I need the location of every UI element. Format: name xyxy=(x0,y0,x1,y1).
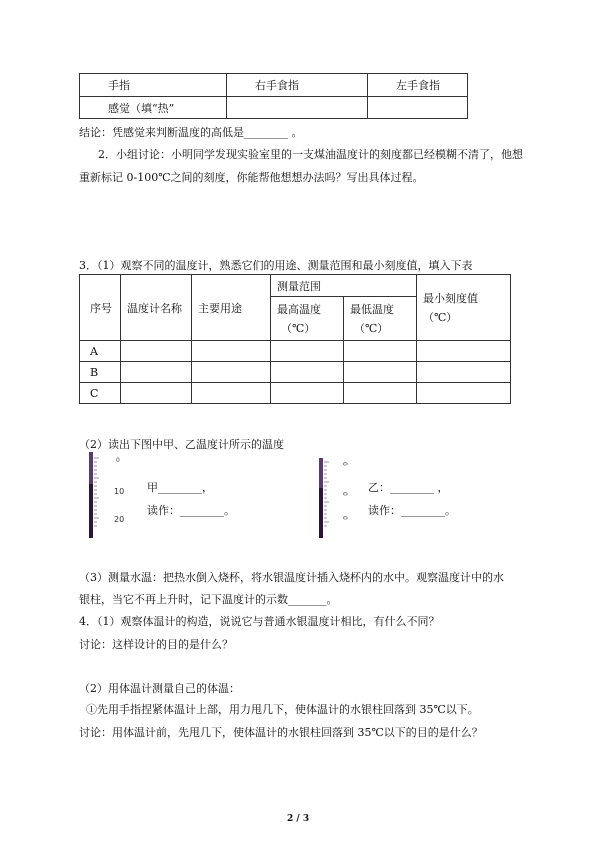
header-seq: 序号 xyxy=(80,275,121,341)
yi-read: 读作：________。 xyxy=(368,504,456,517)
conclusion-text: 结论：凭感觉来判断温度的高低是________ 。 xyxy=(79,126,303,139)
thermometer-yi-tick-label: 0 xyxy=(341,492,348,496)
table-cell xyxy=(344,341,417,362)
thermometer-yi-ticks xyxy=(324,462,329,526)
header-max-unit: （℃） xyxy=(281,321,316,335)
q3-part3-line1: （3）测量水温：把热水倒入烧杯，将水银温度计插入烧杯内的水中。观察温度计中的水 xyxy=(79,571,504,584)
thermometer-jia-ticks xyxy=(94,458,99,526)
thermometer-yi-tick-label: 0 xyxy=(341,516,348,520)
row-label: C xyxy=(80,383,121,404)
table1-cell xyxy=(227,97,368,119)
table-cell xyxy=(192,383,271,404)
table-cell xyxy=(121,362,192,383)
q2-line1: 2．小组讨论：小明同学发现实验室里的一支煤油温度计的刻度都已经模糊不清了，他想 xyxy=(98,148,523,161)
table-cell xyxy=(417,383,511,404)
yi-label: 乙：________ ， xyxy=(368,481,449,494)
row-label: B xyxy=(80,362,121,383)
q4-step1: ①先用手指捏紧体温计上部，用力甩几下，使体温计的水银柱回落到 35℃以下。 xyxy=(86,703,479,716)
table1-cell: 手指 xyxy=(80,74,227,97)
table1-cell: 感觉（填“热” xyxy=(80,97,227,119)
thermometer-jia-tick-label: 20 xyxy=(114,515,124,524)
header-min-label: 最低温度 xyxy=(350,302,394,316)
table1-cell: 左手食指 xyxy=(368,74,468,97)
table-cell xyxy=(192,341,271,362)
q3-part2: （2）读出下图中甲、乙温度计所示的温度 xyxy=(79,438,284,451)
table1-cell xyxy=(368,97,468,119)
table-cell xyxy=(271,362,344,383)
header-scale-label: 最小刻度值 xyxy=(423,291,478,305)
thermometer-yi xyxy=(313,456,353,540)
table-cell xyxy=(121,383,192,404)
thermometer-jia xyxy=(84,450,124,540)
jia-label: 甲________， xyxy=(147,481,213,494)
table-cell xyxy=(344,383,417,404)
header-scale-unit: （℃） xyxy=(423,310,458,324)
table-cell xyxy=(121,341,192,362)
header-max-label: 最高温度 xyxy=(277,302,321,316)
thermometer-yi-tick-label: 0 xyxy=(341,462,348,466)
header-min xyxy=(344,297,417,341)
header-scale xyxy=(417,275,511,341)
q3-intro: 3．（1）观察不同的温度计，熟悉它们的用途、测量范围和最小刻度值，填入下表 xyxy=(79,259,473,272)
header-max xyxy=(271,297,344,341)
q4-discuss2: 讨论：用体温计前，先甩几下，使体温计的水银柱回落到 35℃以下的目的是什么？ xyxy=(79,726,483,739)
table-cell xyxy=(271,383,344,404)
q4-part1: 4．（1）观察体温计的构造，说说它与普通水银温度计相比，有什么不同？ xyxy=(79,615,440,628)
thermometer-table xyxy=(79,274,511,404)
q4-discuss1: 讨论：这样设计的目的是什么？ xyxy=(79,638,233,651)
table-cell xyxy=(271,341,344,362)
thermometer-jia-tick-label: 0 xyxy=(116,457,120,464)
header-name: 温度计名称 xyxy=(121,275,192,341)
header-min-unit: （℃） xyxy=(354,321,389,335)
q2-line2: 重新标记 0-100℃之间的刻度，你能帮他想想办法吗？写出具体过程。 xyxy=(79,171,424,184)
header-use: 主要用途 xyxy=(192,275,271,341)
row-label: A xyxy=(80,341,121,362)
q3-part3-line2: 银柱，当它不再上升时，记下温度计的示数_______。 xyxy=(79,593,338,606)
table-cell xyxy=(417,341,511,362)
table-cell xyxy=(192,362,271,383)
table1-cell: 右手食指 xyxy=(227,74,368,97)
q4-part2: （2）用体温计测量自己的体温： xyxy=(79,682,240,695)
thermometer-yi-mercury xyxy=(319,488,323,538)
header-range: 测量范围 xyxy=(271,275,417,297)
page-number: 2 / 3 xyxy=(287,814,310,824)
jia-read: 读作：________。 xyxy=(147,504,235,517)
thermometer-jia-tick-label: 10 xyxy=(114,487,124,496)
table-cell xyxy=(417,362,511,383)
thermometer-jia-mercury xyxy=(89,484,93,538)
finger-feel-table xyxy=(79,73,468,119)
table-cell xyxy=(344,362,417,383)
